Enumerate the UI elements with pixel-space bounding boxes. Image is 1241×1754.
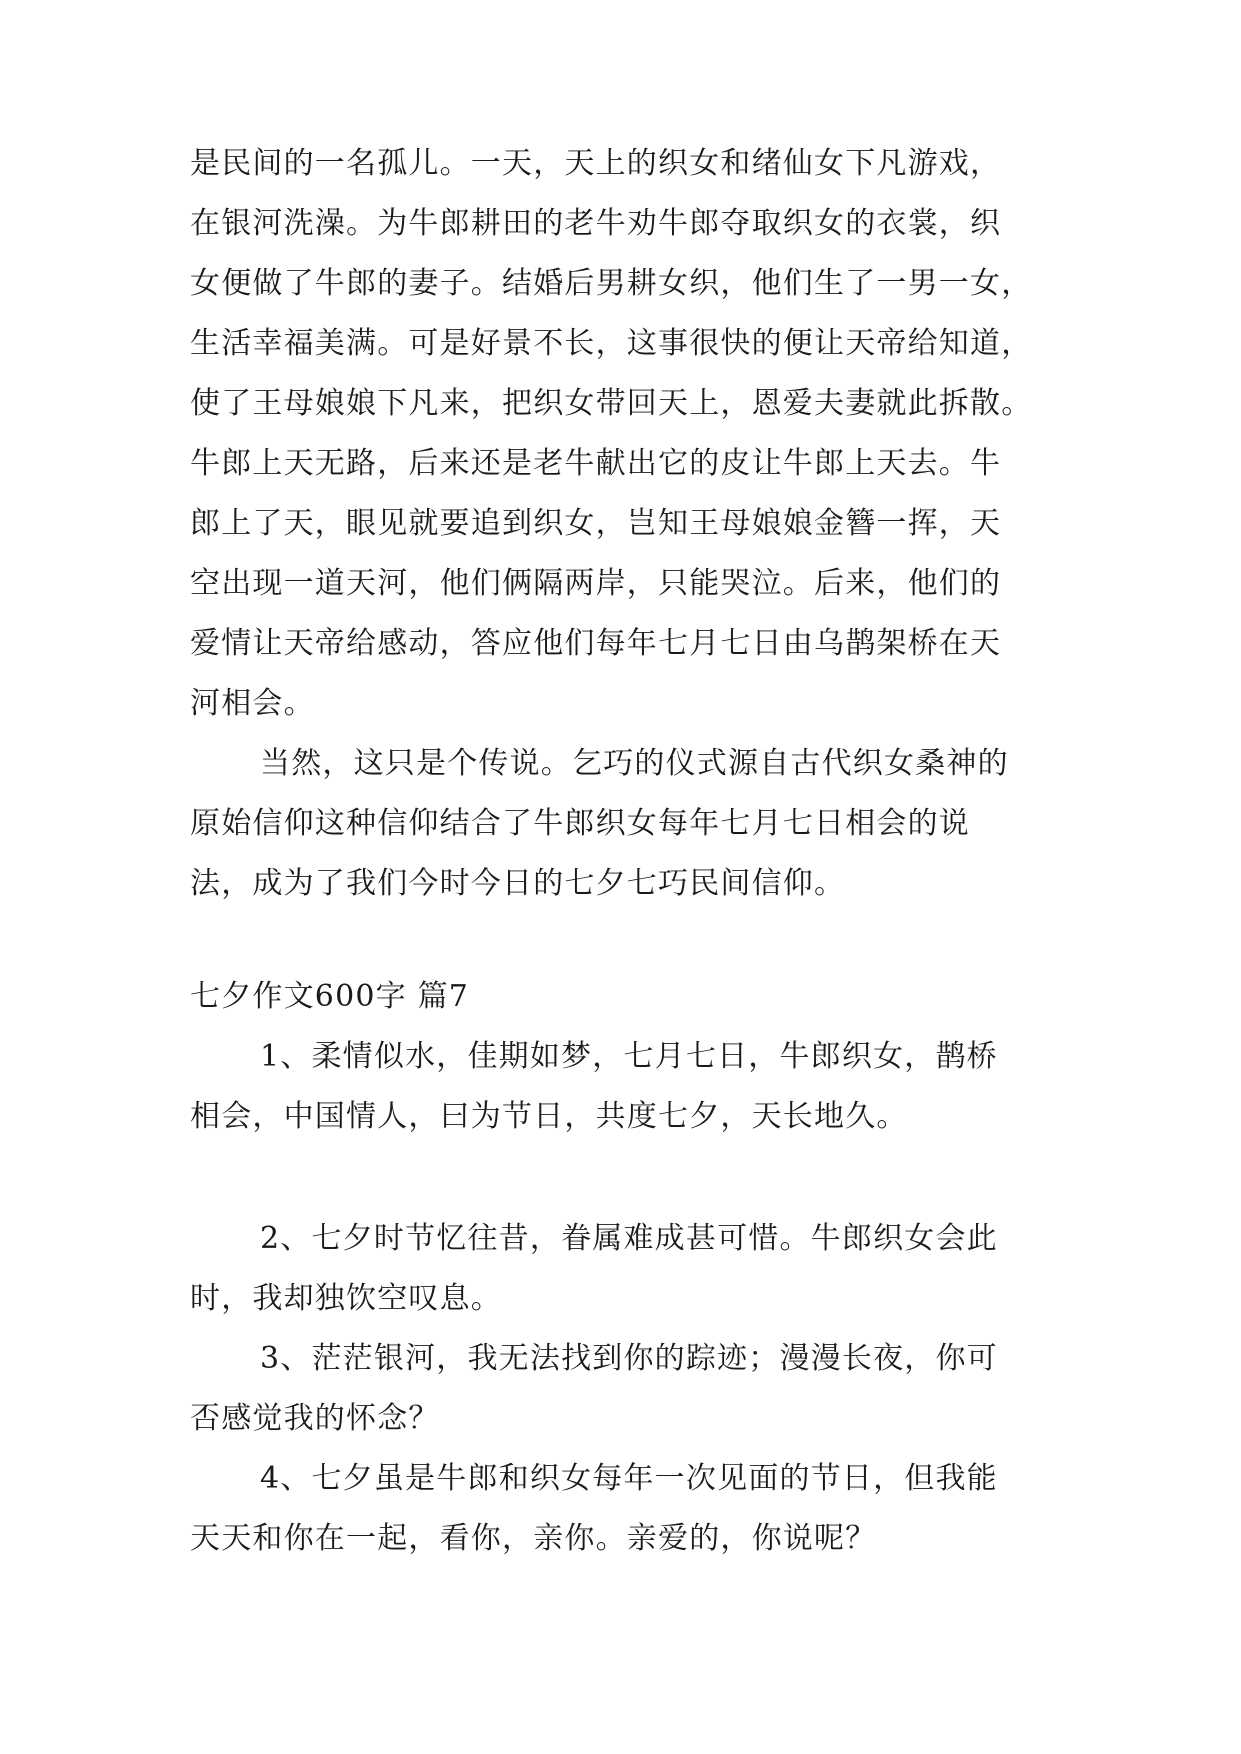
text-line: 河相会。 [190,686,315,721]
list-item-first-line: 3、茫茫银河，我无法找到你的踪迹；漫漫长夜，你可 [260,1341,998,1376]
list-item-first-line: 1、柔情似水，佳期如梦，七月七日，牛郎织女，鹊桥 [260,1039,998,1074]
text-line: 否感觉我的怀念？ [190,1401,440,1436]
text-line: 空出现一道天河，他们俩隔两岸，只能哭泣。后来，他们的 [190,566,1002,601]
text-line: 时，我却独饮空叹息。 [190,1281,502,1316]
list-item-first-line: 4、七夕虽是牛郎和织女每年一次见面的节日，但我能 [260,1461,998,1496]
text-line: 女便做了牛郎的妻子。结婚后男耕女织，他们生了一男一女， [190,266,1033,301]
text-line: 牛郎上天无路，后来还是老牛献出它的皮让牛郎上天去。牛 [190,446,1002,481]
list-item-first-line: 2、七夕时节忆往昔，眷属难成甚可惜。牛郎织女会此 [260,1221,998,1256]
text-line: 爱情让天帝给感动，答应他们每年七月七日由乌鹊架桥在天 [190,626,1002,661]
text-line: 使了王母娘娘下凡来，把织女带回天上，恩爱夫妻就此拆散。 [190,386,1033,421]
text-line: 郎上了天，眼见就要追到织女，岂知王母娘娘金簪一挥，天 [190,506,1002,541]
text-line: 是民间的一名孤儿。一天，天上的织女和绪仙女下凡游戏， [190,146,1002,181]
text-line: 法，成为了我们今时今日的七夕七巧民间信仰。 [190,866,846,901]
text-line: 天天和你在一起，看你，亲你。亲爱的，你说呢？ [190,1521,877,1556]
paragraph-first-line: 当然，这只是个传说。乞巧的仪式源自古代织女桑神的 [260,746,1009,781]
text-line: 在银河洗澡。为牛郎耕田的老牛劝牛郎夺取织女的衣裳，织 [190,206,1002,241]
section-heading: 七夕作文600字 篇7 [190,979,470,1014]
text-line: 原始信仰这种信仰结合了牛郎织女每年七月七日相会的说 [190,806,970,841]
text-line: 生活幸福美满。可是好景不长，这事很快的便让天帝给知道， [190,326,1033,361]
text-line: 相会，中国情人，曰为节日，共度七夕，天长地久。 [190,1099,908,1134]
